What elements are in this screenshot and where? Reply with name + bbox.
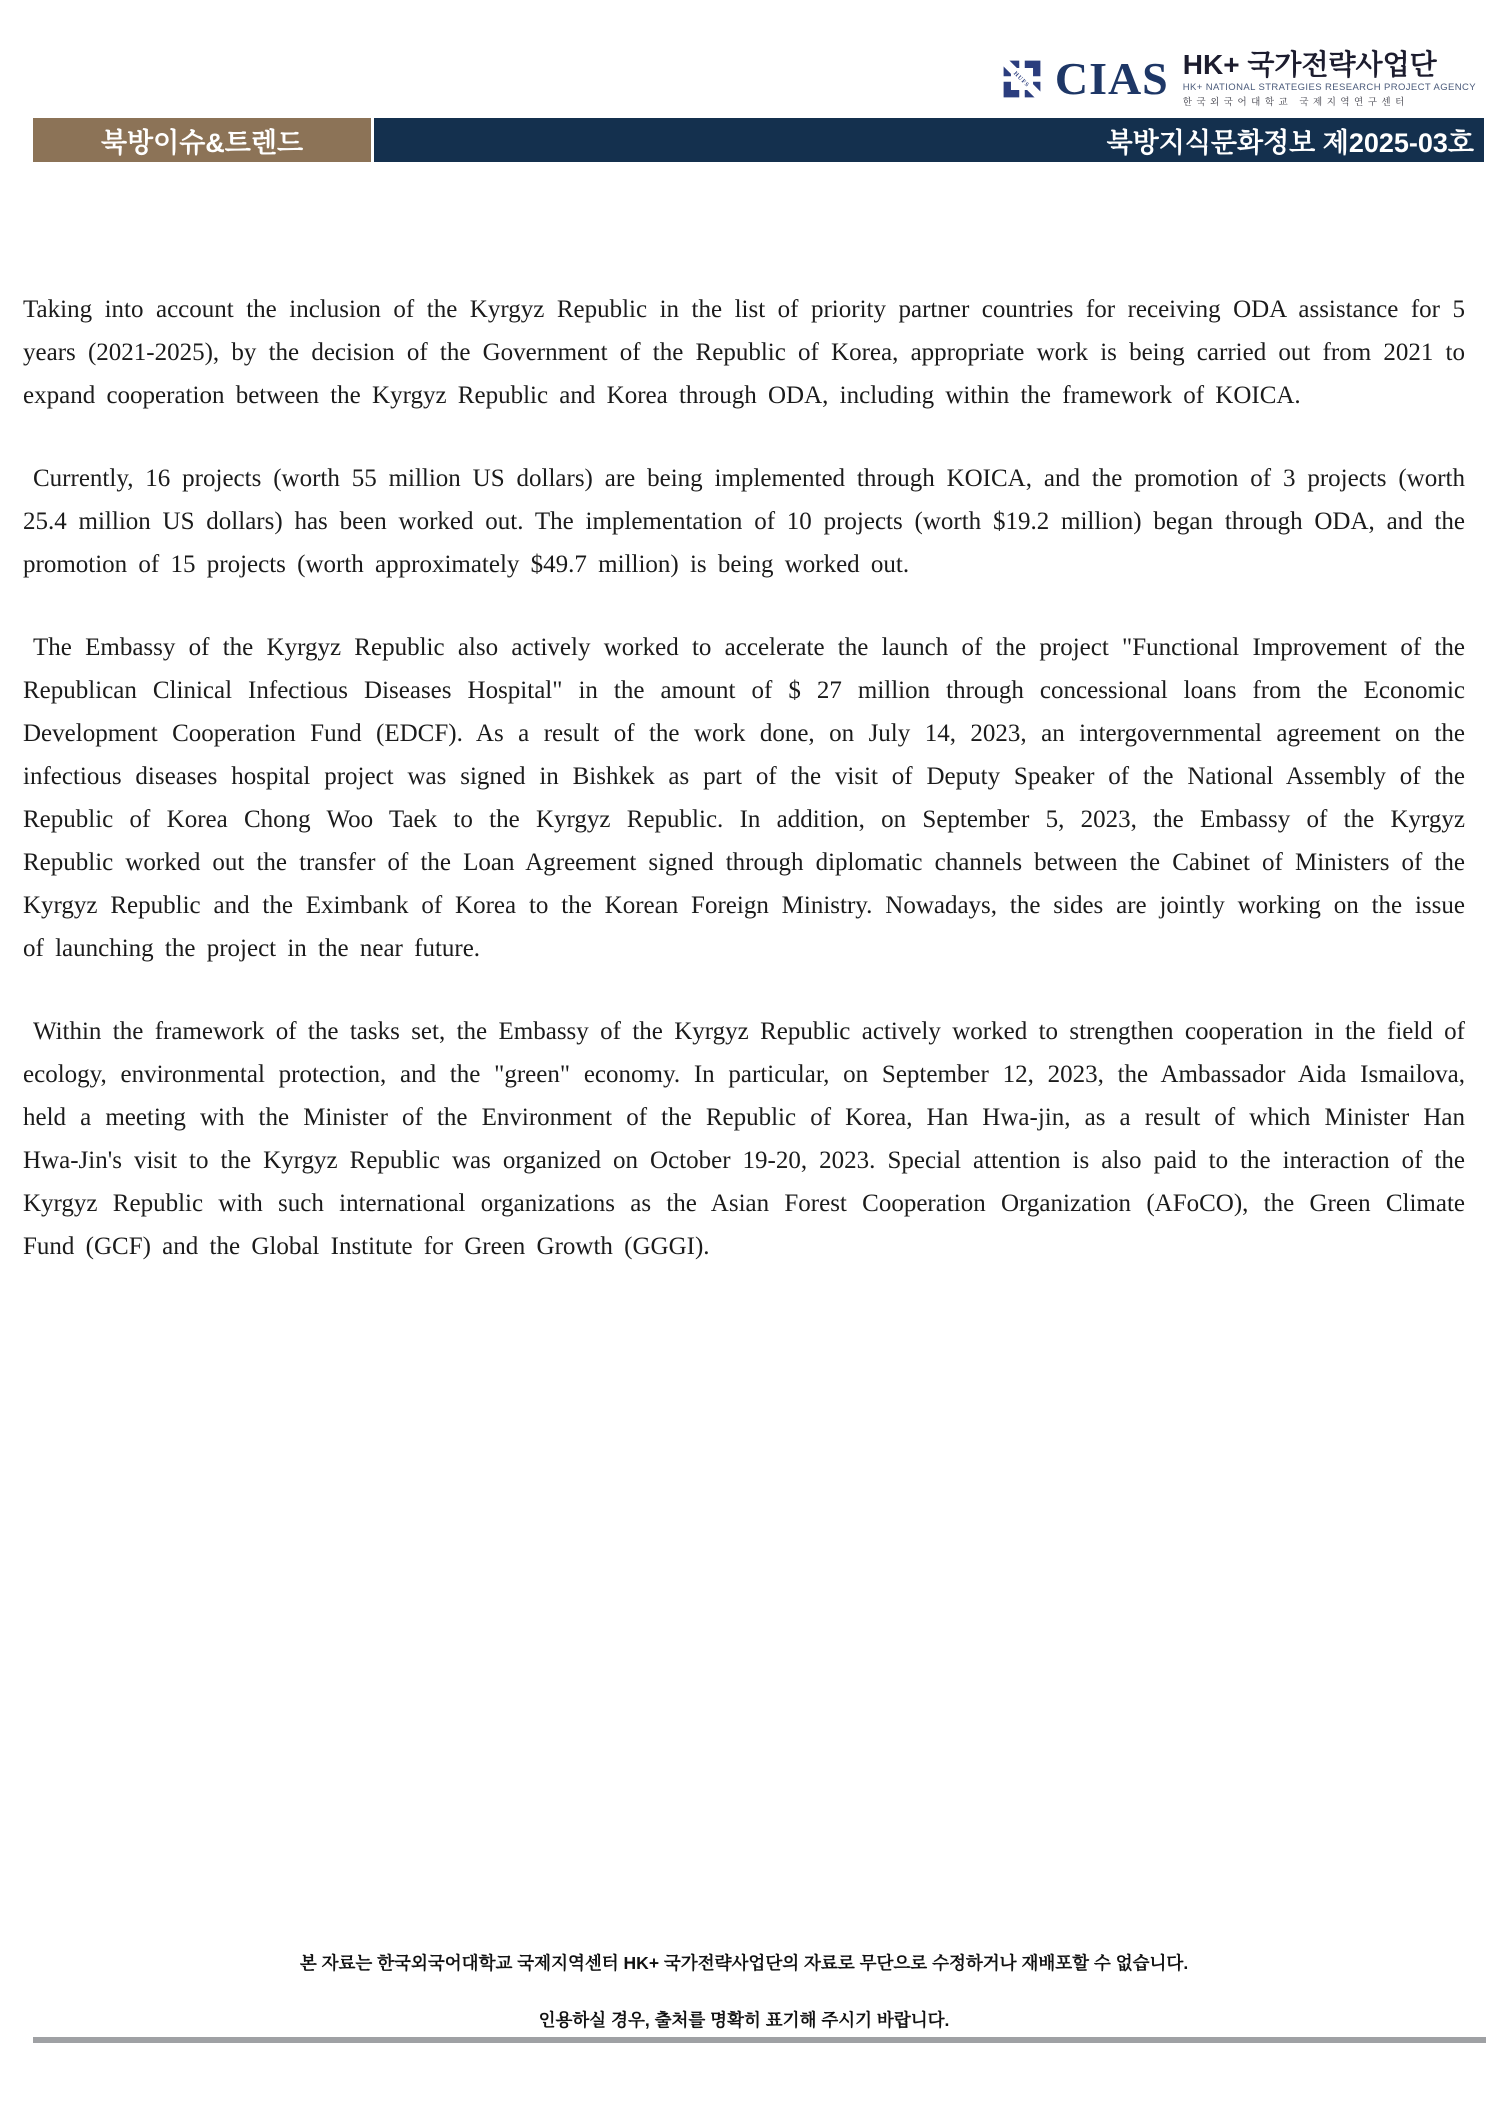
- logo-subtitle-ko: 한국외국어대학교 국제지역연구센터: [1182, 97, 1409, 109]
- hufs-mark-label: HUFS: [1011, 71, 1030, 90]
- paragraph-green-economy: Within the framework of the tasks set, the Embassy of the Kyrgyz Republic actively worked to strengthen cooperation in the field of ecology, environmental protection, and the "green" economy. In particular, on September 12, 2023, the Ambassador Aida Ismailova, held a meeting with the Minister of the Environment of the Republic of Korea, Han Hwa-jin, as a result of which Minister Han Hwa-Jin's visit to the Kyrgyz Republic was organized on October 19-20, 2023. Special attention is also paid to the interaction of the Kyrgyz Republic with such international organizations as the Asian Forest Cooperation Organization (AFoCO), the Green Climate Fund (GCF) and the Global Institute for Green Growth (GGGI).: [23, 1018, 1465, 1260]
- paragraph-koica-projects: Currently, 16 projects (worth 55 million US dollars) are being implemented through KOICA, and the promotion of 3 projects (worth 25.4 million US dollars) has been worked out. The implementation of 10 projects (worth $19.2 million) began through ODA, and the promotion of 15 projects (worth approximately $49.7 million) is being worked out.: [23, 465, 1465, 578]
- footer-disclaimer: [0, 1950, 1488, 2032]
- banner-section-label: 북방이슈&트렌드: [33, 118, 371, 162]
- logo-title: HK+ 국가전략사업단: [1182, 49, 1437, 80]
- org-logo: [999, 50, 1476, 108]
- banner-issue-label: 북방지식문화정보 제2025-03호: [374, 118, 1484, 162]
- footer-disclaimer-line1: 본 자료는 한국외국어대학교 국제지역센터 HK+ 국가전략사업단의 자료로 무단으로 수정하거나 재배포할 수 없습니다.: [299, 1953, 1189, 1973]
- footer-divider-bar: [33, 2037, 1486, 2043]
- paragraph-oda-priority: Taking into account the inclusion of the Kyrgyz Republic in the list of priority partner countries for receiving ODA assistance for 5 years (2021-2025), by the decision of the Government of the Republic of Korea, appropriate work is being carried out from 2021 to expand cooperation between the Kyrgyz Republic and Korea through ODA, including within the framework of KOICA.: [23, 296, 1465, 409]
- logo-text-column: [1183, 50, 1476, 108]
- article-body: [23, 288, 1465, 1308]
- hufs-mark-icon: [999, 56, 1045, 102]
- footer-disclaimer-line2: 인용하실 경우, 출처를 명확히 표기해 주시기 바랍니다.: [538, 2010, 950, 2030]
- header-banner-row: [33, 118, 1484, 162]
- cias-wordmark: CIAS: [1054, 53, 1169, 105]
- logo-subtitle-en: HK+ NATIONAL STRATEGIES RESEARCH PROJECT AGENCY: [1182, 82, 1476, 94]
- paragraph-hospital-project: The Embassy of the Kyrgyz Republic also actively worked to accelerate the launch of the project "Functional Improvement of the Republican Clinical Infectious Diseases Hospital" in the amount of $ 27 million through concessional loans from the Economic Development Cooperation Fund (EDCF). As a result of the work done, on July 14, 2023, an intergovernmental agreement on the infectious diseases hospital project was signed in Bishkek as part of the visit of Deputy Speaker of the National Assembly of the Republic of Korea Chong Woo Taek to the Kyrgyz Republic. In addition, on September 5, 2023, the Embassy of the Kyrgyz Republic worked out the transfer of the Loan Agreement signed through diplomatic channels between the Cabinet of Ministers of the Kyrgyz Republic and the Eximbank of Korea to the Korean Foreign Ministry. Nowadays, the sides are jointly working on the issue of launching the project in the near future.: [23, 634, 1465, 962]
